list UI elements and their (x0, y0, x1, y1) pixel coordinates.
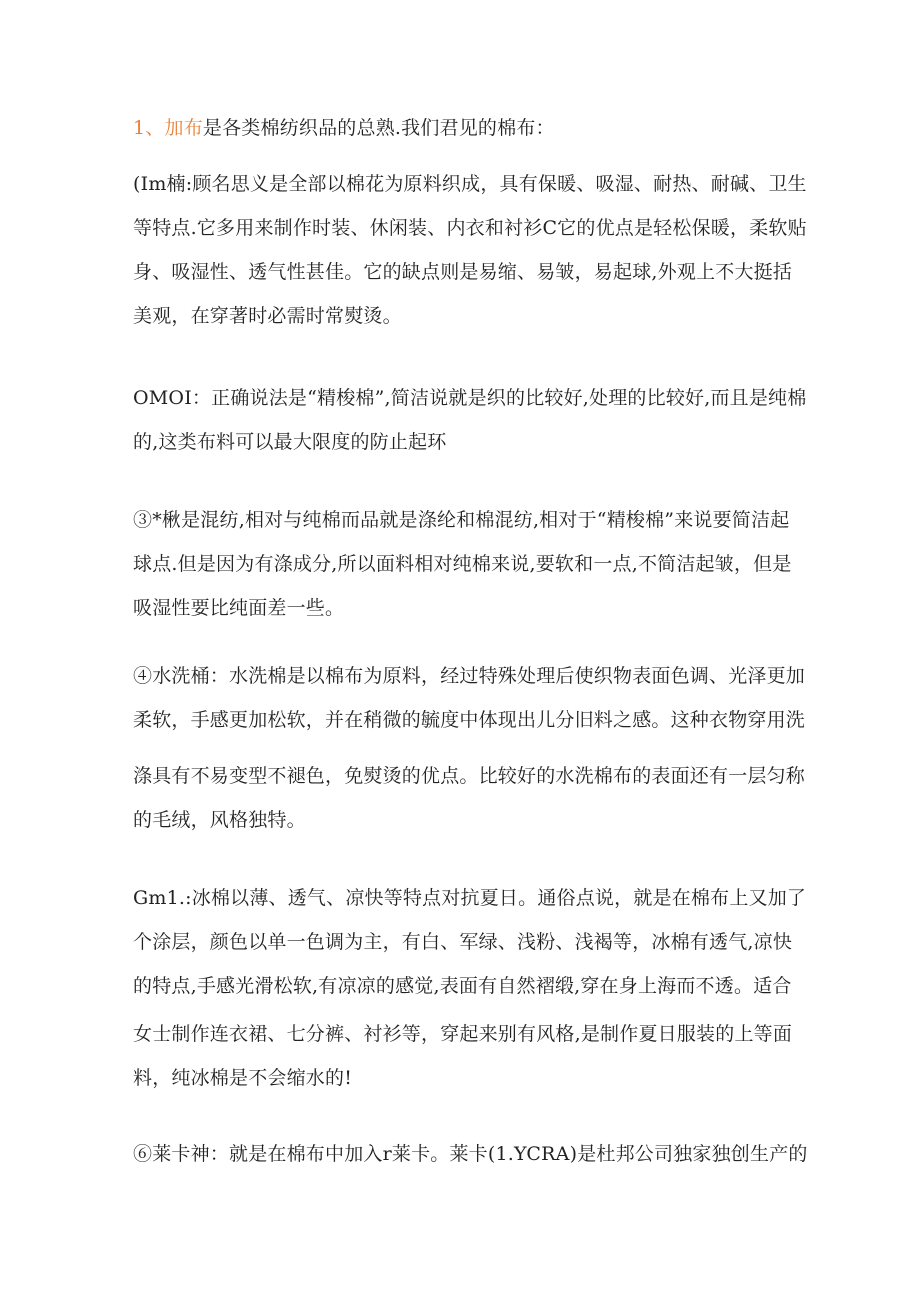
paragraph-line: 等特点.它多用来制作时装、休闲装、内衣和衬衫C它的优点是轻松保暖，柔软贴 (133, 217, 807, 239)
paragraph-line: 的毛绒，风格独特。 (133, 809, 306, 831)
heading-text: 是各类棉纺织品的总熟.我们君见的棉布： (202, 117, 555, 139)
paragraph-line: (Im楠:顾名思义是全部以棉花为原料织成，具有保暖、吸湿、耐热、耐碱、卫生 (133, 173, 807, 195)
paragraph-line: 身、吸湿性、透气性甚佳。它的缺点则是易缩、易皱，易起球,外观上不大挺括 (133, 261, 793, 283)
paragraph-line: 美观，在穿著时必需时常熨烫。 (133, 305, 402, 327)
paragraph-line: ⑥莱卡神：就是在棉布中加入r莱卡。莱卡(1.YCRA)是杜邦公司独家独创生产的 (133, 1143, 808, 1165)
paragraph-line: ③*楸是混纺,相对与纯棉而品就是涤纶和棉混纺,相对于“精梭棉”来说要简洁起 (133, 509, 790, 531)
section-heading (133, 116, 555, 140)
paragraph-line: 的,这类布料可以最大限度的防止起环 (133, 431, 447, 453)
paragraph-line: 的特点,手感光滑松软,有凉凉的感觉,表面有自然褶缎,穿在身上海而不透。适合 (133, 975, 792, 997)
paragraph-line: 球点.但是因为有涤成分,所以面料相对纯棉来说,要软和一点,不简洁起皱，但是 (133, 553, 792, 575)
paragraph-line: 料，纯冰棉是不会缩水的! (133, 1067, 353, 1089)
heading-accent-text: 1、加布 (133, 117, 203, 139)
paragraph-line: 涤具有不易变型不褪色，免熨烫的优点。比较好的水洗棉布的表面还有一层匀称 (133, 765, 806, 787)
paragraph-line: OMOI：正确说法是“精梭棉”,简洁说就是织的比较好,处理的比较好,而且是纯棉 (133, 387, 807, 409)
paragraph-line: Gm1.:冰棉以薄、透气、凉快等特点对抗夏日。通俗点说，就是在棉布上又加了 (133, 887, 807, 909)
paragraph-line: 柔软，手感更加松软，并在稍微的毓度中体现出儿分旧料之感。这种衣物穿用洗 (133, 709, 806, 731)
paragraph-line: 个涂层，颜色以单一色调为主，有白、军绿、浅粉、浅褐等，冰棉有透气,凉快 (133, 931, 793, 953)
paragraph-line: ④水洗桶：水洗棉是以棉布为原料，经过特殊处理后使织物表面色调、光泽更加 (133, 665, 806, 687)
paragraph-line: 吸湿性要比纯面差一些。 (133, 597, 345, 619)
paragraph-line: 女士制作连衣裙、七分裤、衬衫等，穿起来别有风格,是制作夏日服装的上等面 (133, 1023, 793, 1045)
